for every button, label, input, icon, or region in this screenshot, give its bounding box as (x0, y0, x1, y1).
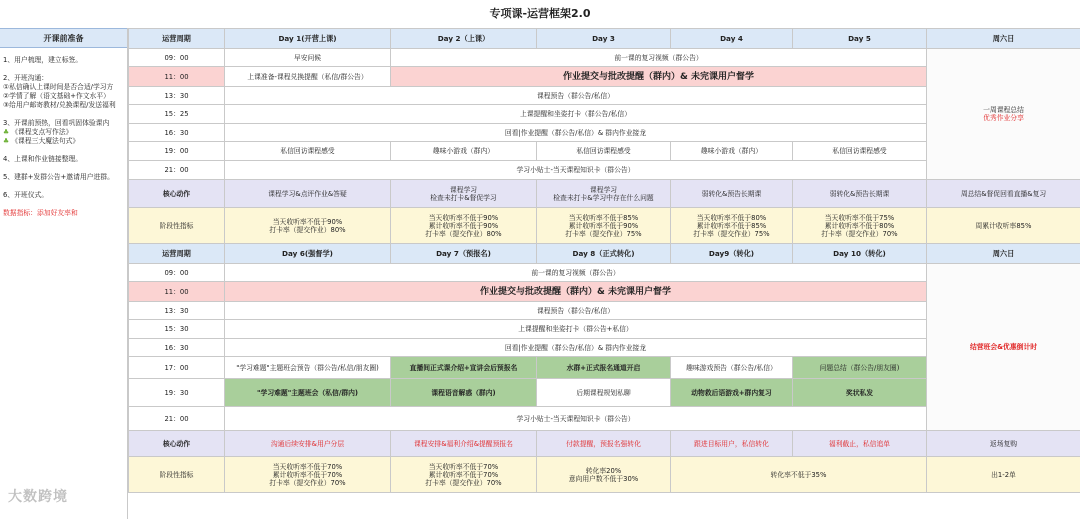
week1-weekend-cell (927, 49, 1080, 180)
metric-cell (927, 208, 1080, 244)
prep-item-text: 数据指标：添加好友率和 (3, 209, 78, 217)
time-cell: 09：00 (129, 264, 225, 282)
task-cell: 趣味小游戏（群内） (671, 142, 793, 161)
metric-line: 意向用户数不低于30% (568, 474, 639, 483)
prep-item (0, 83, 127, 92)
time-cell: 19：00 (129, 142, 225, 161)
metric-line: 累计收听率不低于90% (568, 221, 639, 230)
task-cell: 私信回访课程感受 (537, 142, 671, 161)
header-cell: Day 8（正式转化) (537, 244, 671, 264)
core-line: 课程学习 (449, 185, 478, 194)
clover-icon: ♣ (3, 137, 12, 145)
task-cell-green: 问题总结（群公告/朋友圈) (793, 357, 927, 379)
core-line: 弱转化&预告长期课 (829, 189, 890, 198)
week1-metrics-row (129, 208, 1080, 244)
prep-item (0, 92, 127, 101)
task-cell-green: 水群+正式报名通道开启 (537, 357, 671, 379)
metric-line: 转化率不低于35% (770, 470, 827, 479)
page-title: 专项课-运营框架2.0 (489, 7, 591, 20)
task-cell: 上课准备-课程兑换提醒（私信/群公告） (225, 67, 391, 87)
core-cell (225, 180, 391, 208)
metric-line: 出1-2单 (991, 470, 1016, 479)
metric-cell (671, 208, 793, 244)
time-cell: 21：00 (129, 161, 225, 180)
week1-header-row (129, 29, 1080, 49)
header-cell: 周六日 (927, 29, 1080, 49)
week1-row-0900 (129, 49, 1080, 67)
prep-item (0, 119, 127, 128)
core-cell: 课程安排&福利介绍&提醒预报名 (391, 431, 537, 457)
core-line: 检查未打卡&学习中存在什么问题 (553, 193, 654, 202)
time-cell: 15：25 (129, 105, 225, 124)
task-cell: 私信回访课程感受 (225, 142, 391, 161)
row-label: 核心动作 (129, 180, 225, 208)
metric-cell (927, 457, 1080, 493)
time-cell: 17：00 (129, 357, 225, 379)
metric-line: 累计收听率不低于70% (428, 470, 499, 479)
task-cell: 上课提醒和坐姿打卡（群公告/私信） (225, 105, 927, 124)
header-cell: Day9（转化) (671, 244, 793, 264)
header-cell: 运营周期 (129, 29, 225, 49)
schedule-table (128, 28, 1080, 493)
task-cell-green: 直播间正式课介绍+宣讲会后预报名 (391, 357, 537, 379)
prep-metric-note (0, 209, 127, 218)
metric-cell (537, 208, 671, 244)
prep-panel (0, 28, 128, 519)
prep-item-text: 《课程支点写作法》 (11, 128, 73, 136)
time-cell: 21：00 (129, 407, 225, 431)
header-cell: Day 5 (793, 29, 927, 49)
metric-line: 当天收听率不低于70% (428, 462, 499, 471)
time-cell: 13：30 (129, 87, 225, 105)
metric-cell (537, 457, 671, 493)
prep-item-text: 3、开课前预热，回看巩固体验课内 (3, 119, 110, 127)
task-cell: 上课提醒和坐姿打卡（群公告+私信） (225, 320, 927, 339)
core-line: 周总结&督促回看直播&复习 (960, 189, 1047, 198)
time-cell: 15：30 (129, 320, 225, 339)
core-cell: 返场复购 (927, 431, 1080, 457)
time-cell: 11：00 (129, 67, 225, 87)
prep-item (0, 137, 127, 146)
task-cell: 私信回访课程感受 (793, 142, 927, 161)
week2-metrics-row (129, 457, 1080, 493)
task-cell: 前一课的复习视频（群公告） (391, 49, 927, 67)
core-line: 课程学习 (589, 185, 618, 194)
time-cell: 13：30 (129, 302, 225, 320)
task-cell: 趣味游戏预告（群公告/私信） (671, 357, 793, 379)
task-cell-green: 课程语音解惑（群内) (391, 379, 537, 407)
header-cell: 周六日 (927, 244, 1080, 264)
metric-line: 打卡率（提交作业）80% (269, 225, 346, 234)
row-label: 核心动作 (129, 431, 225, 457)
task-cell-highlight: 作业提交与批改提醒（群内）& 未完课用户督学 (391, 67, 927, 87)
week2-row-0900 (129, 264, 1080, 282)
core-cell (391, 180, 537, 208)
metric-line: 累计收听率不低于90% (428, 221, 499, 230)
metric-line: 当天收听率不低于90% (272, 217, 343, 226)
core-cell (927, 180, 1080, 208)
time-cell: 19：30 (129, 379, 225, 407)
core-line: 课程学习&点评作业&答疑 (268, 189, 347, 198)
prep-item-text: 1、用户梳理，建立标签。 (3, 56, 83, 64)
metric-line: 当天收听率不低于85% (568, 213, 639, 222)
task-cell: 后期课程规划私聊 (537, 379, 671, 407)
clover-icon: ♣ (3, 128, 12, 136)
metric-cell (793, 208, 927, 244)
time-cell: 09：00 (129, 49, 225, 67)
header-cell: Day 4 (671, 29, 793, 49)
metric-line: 累计收听率不低于70% (272, 470, 343, 479)
task-cell: 回看|作业提醒（群公告/私信）& 群内作业接龙 (225, 339, 927, 357)
prep-item (0, 128, 127, 137)
metric-line: 累计收听率不低于80% (824, 221, 895, 230)
time-cell: 16：30 (129, 339, 225, 357)
metric-line: 当天收听率不低于80% (696, 213, 767, 222)
weekend-summary: 一周课程总结 (983, 106, 1024, 114)
metric-cell (391, 457, 537, 493)
time-cell: 11：00 (129, 282, 225, 302)
weekend-highlight: 优秀作业分享 (983, 114, 1024, 122)
week2-core-row (129, 431, 1080, 457)
metric-line: 打卡率（提交作业）75% (565, 229, 642, 238)
core-cell (793, 180, 927, 208)
core-cell: 跟进目标用户，私信转化 (671, 431, 793, 457)
metric-line: 累计收听率不低于85% (696, 221, 767, 230)
prep-item (0, 173, 127, 182)
metric-cell (225, 457, 391, 493)
core-cell (537, 180, 671, 208)
week2-header-row (129, 244, 1080, 264)
time-cell: 16：30 (129, 124, 225, 142)
core-line: 弱转化&预告长期课 (701, 189, 762, 198)
metric-cell (391, 208, 537, 244)
prep-item-text: 2、开班沟通： (3, 74, 49, 82)
header-cell: Day 10（转化) (793, 244, 927, 264)
core-cell: 付款提醒，预报名强转化 (537, 431, 671, 457)
week2-weekend-cell: 结营班会&优惠倒计时 (927, 264, 1080, 431)
metric-line: 当天收听率不低于75% (824, 213, 895, 222)
header-cell: Day 6(强督学) (225, 244, 391, 264)
metric-line: 转化率20% (585, 466, 622, 475)
row-label: 阶段性指标 (129, 457, 225, 493)
core-cell (671, 180, 793, 208)
prep-item (0, 56, 127, 65)
prep-list (0, 48, 127, 218)
task-cell: 趣味小游戏（群内） (391, 142, 537, 161)
task-cell-highlight: 作业提交与批改提醒（群内）& 未完课用户督学 (225, 282, 927, 302)
prep-item (0, 101, 127, 110)
prep-item (0, 155, 127, 164)
task-cell-green: "学习难题"主题班会（私信/群内) (225, 379, 391, 407)
metric-cell (671, 457, 927, 493)
metric-line: 周累计收听率85% (975, 221, 1032, 230)
task-cell: 前一课的复习视频（群公告） (225, 264, 927, 282)
task-cell-green: 动物救后语游戏+群内复习 (671, 379, 793, 407)
task-cell: 课程预告（群公告/私信） (225, 87, 927, 105)
week1-core-row (129, 180, 1080, 208)
metric-line: 打卡率（提交作业）70% (821, 229, 898, 238)
metric-line: 当天收听率不低于90% (428, 213, 499, 222)
header-cell: Day 7（预报名) (391, 244, 537, 264)
header-cell: Day 1(开营上课) (225, 29, 391, 49)
prep-item-text: 《课程三大魔法句式》 (11, 137, 80, 145)
metric-line: 当天收听率不低于70% (272, 462, 343, 471)
header-cell: 运营周期 (129, 244, 225, 264)
prep-header: 开课前准备 (0, 28, 127, 48)
prep-item-text: 6、开班仪式。 (3, 191, 49, 199)
prep-item-text: ①私信确认上课时间是否合适/学习方 (3, 83, 114, 91)
task-cell: 回看|作业提醒（群公告/私信）& 群内作业接龙 (225, 124, 927, 142)
prep-item-text: 5、建群+发群公告+邀请用户进群。 (3, 173, 114, 181)
metric-cell (225, 208, 391, 244)
prep-item-text: 4、上课和作业链接整理。 (3, 155, 83, 163)
header-cell: Day 2（上课） (391, 29, 537, 49)
watermark-logo: 大数跨境 (8, 489, 68, 505)
core-cell: 福利截止，私信追单 (793, 431, 927, 457)
metric-line: 打卡率（提交作业）80% (425, 229, 502, 238)
core-line: 检查未打卡&督促学习 (430, 193, 497, 202)
metric-line: 打卡率（提交作业）70% (269, 478, 346, 487)
task-cell: 课程预告（群公告/私信） (225, 302, 927, 320)
metric-line: 打卡率（提交作业）70% (425, 478, 502, 487)
task-cell: 早安问候 (225, 49, 391, 67)
task-cell: "学习难题"主题班会预告（群公告/私信/朋友圈) (225, 357, 391, 379)
core-cell: 沟通后续安排&用户分层 (225, 431, 391, 457)
prep-item-text: ②学情了解（语文基础+作文水平） (3, 92, 110, 100)
task-cell: 学习小贴士-当天课程知识卡（群公告） (225, 407, 927, 431)
prep-item (0, 74, 127, 83)
metric-line: 打卡率（提交作业）75% (693, 229, 770, 238)
prep-item-text: ③给用户邮寄教材/兑换课程/发送福利 (3, 101, 116, 109)
task-cell-green: 奖状私发 (793, 379, 927, 407)
header-cell: Day 3 (537, 29, 671, 49)
row-label: 阶段性指标 (129, 208, 225, 244)
prep-item (0, 191, 127, 200)
task-cell: 学习小贴士-当天课程知识卡（群公告） (225, 161, 927, 180)
